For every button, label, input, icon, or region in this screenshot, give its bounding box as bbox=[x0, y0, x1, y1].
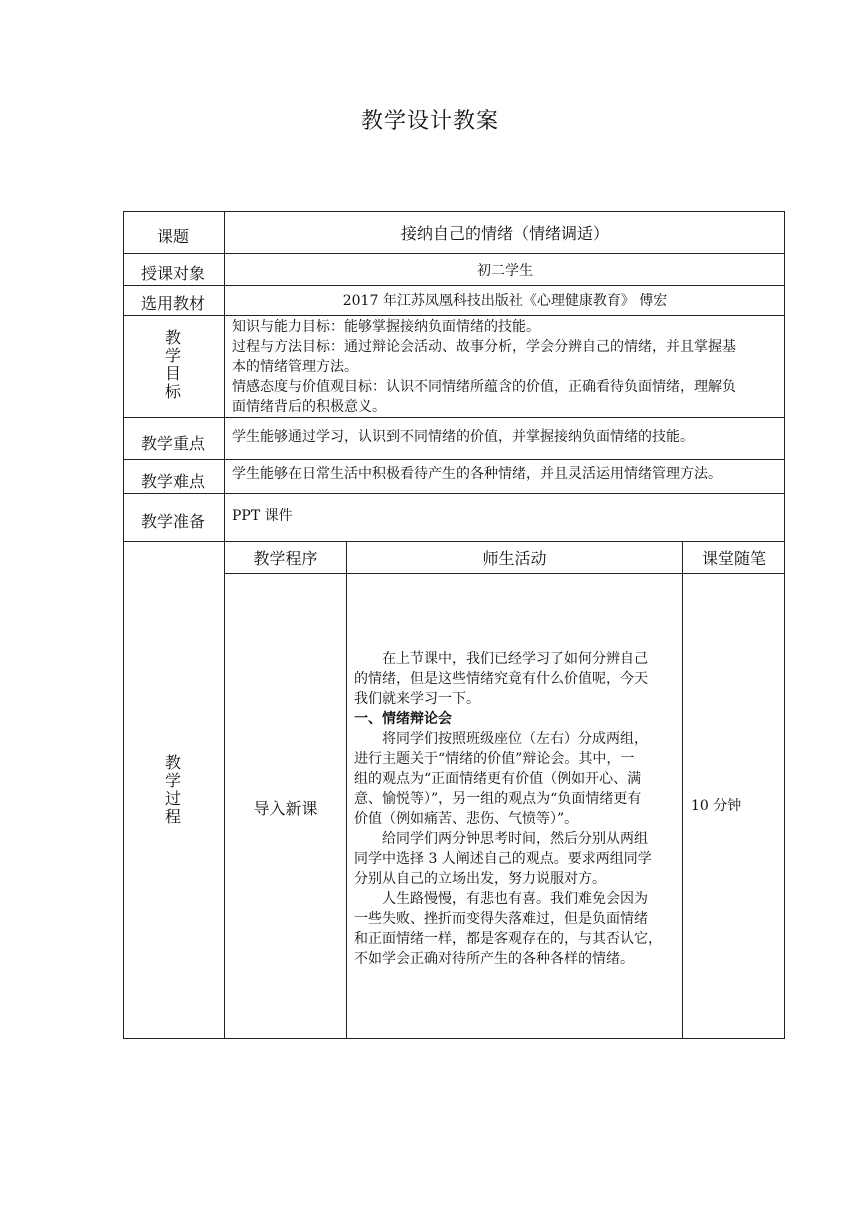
objective-line: 过程与方法目标：通过辩论会活动、故事分析，学会分辨自己的情绪，并且掌握基 bbox=[232, 339, 736, 355]
activity-line: 人生路慢慢，有悲也有喜。我们难免会因为 bbox=[382, 891, 648, 907]
textbook-label: 选用教材 bbox=[140, 294, 205, 313]
row-divider bbox=[123, 459, 785, 460]
activity-line: 进行主题关于“情绪的价值”辩论会。其中，一 bbox=[354, 751, 635, 767]
activity-line: 将同学们按照班级座位（左右）分成两组， bbox=[382, 731, 648, 747]
activity-line: 一些失败、挫折而变得失落难过，但是负面情绪 bbox=[354, 911, 648, 927]
activity-line: 意、愉悦等）”，另一组的观点为“负面情绪更有 bbox=[354, 791, 642, 807]
activities-header: 师生活动 bbox=[482, 549, 547, 568]
key-point-label: 教学重点 bbox=[140, 434, 205, 453]
activity-line: 组的观点为“正面情绪更有价值（例如开心、满 bbox=[354, 771, 642, 787]
process-label-char: 教 bbox=[164, 753, 181, 772]
column-divider bbox=[224, 211, 225, 1039]
objectives-label-char: 学 bbox=[164, 346, 181, 365]
row-divider bbox=[123, 253, 785, 254]
activity-line: 和正面情绪一样，都是客观存在的，与其否认它， bbox=[354, 931, 662, 947]
objectives-label-char: 标 bbox=[164, 382, 181, 401]
notes-header: 课堂随笔 bbox=[701, 549, 766, 568]
activity-line: 给同学们两分钟思考时间，然后分别从两组 bbox=[382, 831, 648, 847]
document-title: 教学设计教案 bbox=[360, 109, 499, 134]
objectives-label-char: 教 bbox=[164, 328, 181, 347]
lesson-plan-table bbox=[123, 211, 785, 1039]
difficulty-value: 学生能够在日常生活中积极看待产生的各种情绪，并且灵活运用情绪管理方法。 bbox=[232, 466, 722, 482]
activity-line: 分别从自己的立场出发，努力说服对方。 bbox=[354, 871, 606, 887]
row-divider bbox=[123, 493, 785, 494]
activity-line: 同学中选择 3 人阐述自己的观点。要求两组同学 bbox=[354, 851, 652, 867]
column-divider bbox=[346, 541, 347, 1039]
objective-line: 情感态度与价值观目标：认识不同情绪所蕴含的价值，正确看待负面情绪，理解负 bbox=[232, 379, 736, 395]
topic-label: 课题 bbox=[156, 227, 189, 246]
objective-line: 知识与能力目标：能够掌握接纳负面情绪的技能。 bbox=[232, 319, 540, 335]
column-divider bbox=[682, 541, 683, 1039]
row-divider bbox=[123, 417, 785, 418]
audience-label: 授课对象 bbox=[140, 264, 205, 283]
activity-line: 一、情绪辩论会 bbox=[354, 711, 452, 727]
objective-line: 面情绪背后的积极意义。 bbox=[232, 399, 386, 415]
objectives-label bbox=[163, 329, 183, 401]
activity-line: 的情绪，但是这些情绪究竟有什么价值呢，今天 bbox=[354, 671, 648, 687]
key-point-value: 学生能够通过学习，认识到不同情绪的价值，并掌握接纳负面情绪的技能。 bbox=[232, 429, 694, 445]
activity-line: 不如学会正确对待所产生的各种各样的情绪。 bbox=[354, 951, 634, 967]
process-label-char: 程 bbox=[164, 807, 181, 826]
row-divider bbox=[123, 285, 785, 286]
step-time: 10 分钟 bbox=[691, 798, 742, 814]
step-name: 导入新课 bbox=[253, 799, 318, 818]
audience-value: 初二学生 bbox=[477, 263, 533, 279]
objectives-label-char: 目 bbox=[164, 364, 181, 383]
difficulty-label: 教学难点 bbox=[140, 472, 205, 491]
row-divider bbox=[123, 541, 785, 542]
preparation-label: 教学准备 bbox=[140, 512, 205, 531]
topic-value: 接纳自己的情绪（情绪调适） bbox=[400, 224, 609, 243]
procedure-header: 教学程序 bbox=[253, 549, 318, 568]
process-header-divider bbox=[224, 573, 785, 574]
process-label-char: 学 bbox=[164, 771, 181, 790]
textbook-value: 2017 年江苏凤凰科技出版社《心理健康教育》 傅宏 bbox=[342, 293, 668, 309]
activity-text bbox=[354, 649, 680, 969]
process-label-char: 过 bbox=[164, 789, 181, 808]
activity-line: 在上节课中，我们已经学习了如何分辨自己 bbox=[382, 651, 648, 667]
activity-line: 价值（例如痛苦、悲伤、气愤等）”。 bbox=[354, 811, 579, 827]
process-label bbox=[163, 754, 183, 826]
objectives-text bbox=[232, 317, 782, 417]
objective-line: 本的情绪管理方法。 bbox=[232, 359, 358, 375]
activity-line: 我们就来学习一下。 bbox=[354, 691, 480, 707]
preparation-value: PPT 课件 bbox=[232, 508, 293, 524]
row-divider bbox=[123, 315, 785, 316]
